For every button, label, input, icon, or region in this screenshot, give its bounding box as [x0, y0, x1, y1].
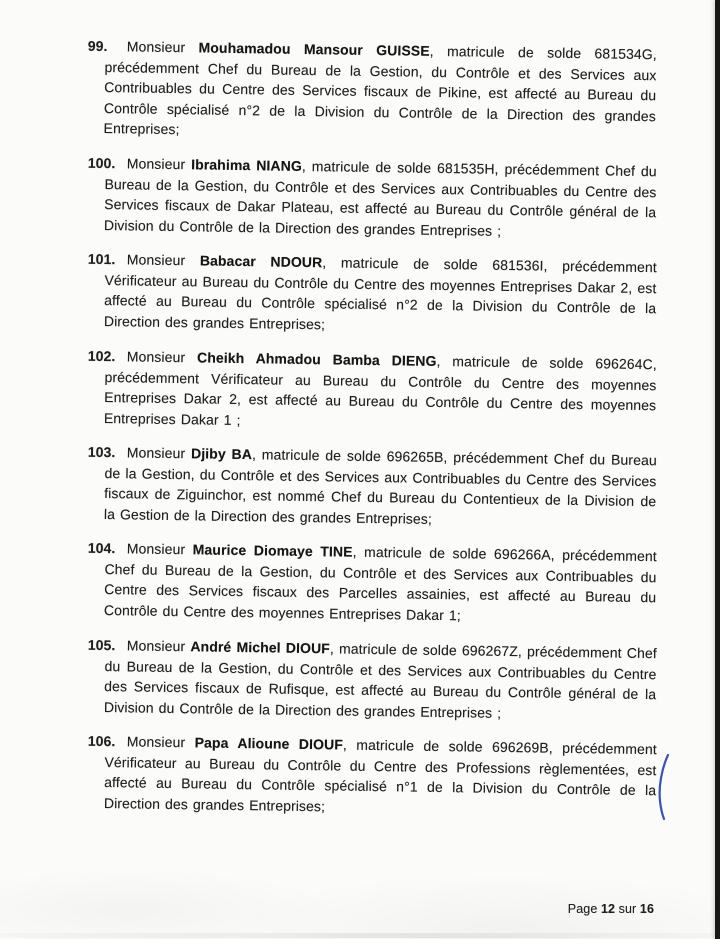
scan-edge-strip: [715, 0, 720, 939]
footer-separator: sur: [618, 902, 637, 916]
footer-total: 16: [639, 902, 654, 916]
list-item: [87, 635, 657, 726]
entry-number: 104.: [87, 540, 116, 557]
entry-text: [104, 538, 657, 629]
person-name: Cheikh Ahmadou Bamba DIENG: [196, 349, 437, 369]
list-item: [87, 36, 657, 147]
entry-number: 106.: [87, 732, 116, 750]
salutation: Monsieur: [126, 540, 186, 558]
entry-number: 100.: [87, 154, 116, 172]
list-item: [87, 346, 657, 437]
salutation: Monsieur: [126, 251, 186, 269]
entry-details: , matricule de solde 696267Z, précédemment Chef du Bureau de la Gestion, du Contrôle et des Services aux Contribuables du Centre des Services fiscaux de Rufisque, est affecté au Bureau du Contrôle général de la Division du Contrôle de la Direction des grandes Entreprises ;: [103, 640, 657, 721]
entry-number: 103.: [87, 443, 116, 461]
salutation: Monsieur: [126, 637, 186, 655]
entry-text: [104, 731, 657, 822]
entry-number: 99.: [87, 37, 108, 55]
salutation: Monsieur: [126, 733, 186, 751]
salutation: Monsieur: [126, 444, 186, 462]
person-name: Babacar NDOUR: [199, 252, 323, 271]
entry-details: , matricule de solde 696266A, précédemment Chef du Bureau de la Gestion, du Contrôle et des Services aux Contribuables du Centre des Services fiscaux des Parcelles assainies, est affecté au Bureau du Contrôle du Centre des moyennes Entreprises Dakar 1;: [103, 544, 657, 624]
entry-details: , matricule de solde 696265B, précédemment Chef du Bureau de la Gestion, du Contrôle et des Services aux Contribuables du Centre des Services fiscaux de Ziguinchor, est nommé Chef du Bureau du Contentieux de la Division de la Gestion de la Direction des grandes Entreprises;: [103, 446, 657, 527]
pen-mark-icon: [650, 751, 676, 825]
salutation: Monsieur: [126, 155, 186, 173]
person-name: Djiby BA: [190, 445, 253, 463]
person-name: Papa Alioune DIOUF: [194, 734, 344, 753]
person-name: Ibrahima NIANG: [191, 156, 303, 174]
list-item: [87, 731, 657, 822]
entry-text: [103, 36, 656, 147]
footer-page-number: 12: [600, 902, 616, 916]
person-name: Maurice Diomaye TINE: [192, 541, 353, 561]
entry-text: [104, 346, 657, 437]
entry-details: , matricule de solde 681535H, précédemment Chef du Bureau de la Gestion, du Contrôle et des Services aux Contribuables du Centre des Services fiscaux de Dakar Plateau, est affecté au Bureau du Contrôle général de la Division du Contrôle de la Direction des grandes Entreprises ;: [103, 157, 657, 239]
footer-label: Page: [567, 902, 598, 916]
entry-text: [104, 249, 657, 340]
entry-details: , matricule de solde 681536I, précédemment Vérificateur au Bureau du Contrôle du Centre des moyennes Entreprises Dakar 2, est affecté au Bureau du Contrôle spécialisé n°2 de la Division du Contrôle de la Direction des grandes Entreprises;: [103, 254, 657, 333]
entry-number: 102.: [87, 347, 116, 364]
person-name: Mouhamadou Mansour GUISSE: [198, 39, 430, 59]
entry-details: , matricule de solde 681534G, précédemment Chef du Bureau de la Gestion, du Contrôle et des Services aux Contribuables du Centre des Services fiscaux de Pikine, est affecté au Bureau du Contrôle spécialisé n°2 de la Division du Contrôle de la Direction des grandes Entreprises;: [103, 42, 657, 138]
entry-text: [104, 442, 657, 533]
list-item: [87, 249, 657, 340]
pen-stroke: [660, 755, 668, 819]
entry-number: 101.: [87, 251, 116, 268]
list-item: [87, 442, 657, 533]
list-item: [87, 153, 657, 244]
entry-list: [87, 36, 657, 828]
salutation: Monsieur: [126, 38, 186, 56]
entry-number: 105.: [87, 636, 116, 653]
list-item: [87, 538, 657, 629]
entry-details: , matricule de solde 696269B, précédemment Vérificateur au Bureau du Contrôle du Centre des Professions règlementées, est affecté au Bureau du Contrôle spécialisé n°1 de la Division du Contrôle de la Direction des grandes Entreprises;: [103, 736, 657, 815]
scan-smudge: [0, 933, 720, 938]
page-footer: [568, 902, 654, 916]
entry-text: [104, 153, 657, 244]
salutation: Monsieur: [126, 348, 186, 365]
person-name: André Michel DIOUF: [190, 638, 331, 657]
entry-details: , matricule de solde 696264C, précédemment Vérificateur au Bureau du Contrôle du Centre des moyennes Entreprises Dakar 2, est affecté au Bureau du Contrôle du Centre des moyennes Entreprises Dakar 1 ;: [103, 352, 657, 428]
entry-text: [104, 635, 657, 726]
